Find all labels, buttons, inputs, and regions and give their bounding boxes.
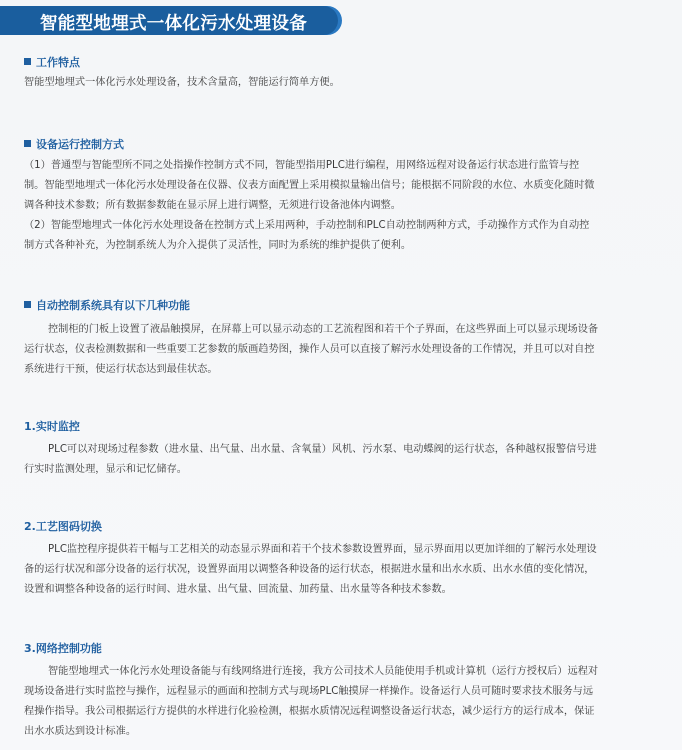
square-bullet-icon bbox=[24, 140, 31, 147]
paragraph-line: PLC监控程序提供若干幅与工艺相关的动态显示界面和若干个技术参数设置界面，显示界面用以更加详细的了解污水处理设 bbox=[48, 544, 597, 555]
paragraph-line: 调各种技术参数；所有数据参数能在显示屏上进行调整，无须进行设备池体内调整。 bbox=[24, 200, 401, 211]
paragraph-line: 出水水质达到设计标准。 bbox=[24, 726, 137, 737]
paragraph-line: 备的运行状况和部分设备的运行状况，设置界面用以调整各种设备的运行状态，根据进水量和出水水质、出水水值的变化情况， bbox=[24, 564, 595, 575]
paragraph-line: 现场设备进行实时监控与操作，远程显示的画面和控制方式与现场PLC触摸屏一样操作。设备运行人员可随时要求技术服务与远 bbox=[24, 686, 594, 697]
paragraph-line: 行实时监测处理，显示和记忆储存。 bbox=[24, 464, 187, 475]
paragraph-line: （1）普通型与智能型所不同之处指操作控制方式不同，智能型指用PLC进行编程，用网络远程对设备运行状态进行监管与控 bbox=[24, 160, 580, 171]
section-heading-realtime-monitor: 1.实时监控 bbox=[24, 420, 80, 433]
section-heading-control-mode: 设备运行控制方式 bbox=[24, 136, 124, 152]
section-heading-auto-control: 自动控制系统具有以下几种功能 bbox=[24, 297, 190, 313]
paragraph-line: 制方式各种补充，为控制系统人为介入提供了灵活性，同时为系统的维护提供了便利。 bbox=[24, 240, 412, 251]
square-bullet-icon bbox=[24, 301, 31, 308]
paragraph-line: 程操作指导。我公司根据运行方提供的水样进行化验检测，根据水质情况远程调整设备运行状态，减少运行方的运行成本，保证 bbox=[24, 706, 595, 717]
paragraph-line: （2）智能型地埋式一体化污水处理设备在控制方式上采用两种，手动控制和PLC自动控制两种方式，手动操作方式作为自动控 bbox=[24, 220, 590, 231]
paragraph-line: 控制柜的门板上设置了液晶触摸屏，在屏幕上可以显示动态的工艺流程图和若干个子界面，在这些界面上可以显示现场设备 bbox=[48, 324, 599, 335]
section-heading-process-switch: 2.工艺图码切换 bbox=[24, 520, 102, 533]
section-heading-network-control: 3.网络控制功能 bbox=[24, 642, 102, 655]
paragraph-line: 系统进行干预，使运行状态达到最佳状态。 bbox=[24, 364, 218, 375]
square-bullet-icon bbox=[24, 58, 31, 65]
paragraph-line: 智能型地埋式一体化污水处理设备能与有线网络进行连接，我方公司技术人员能使用手机或计算机（运行方授权后）远程对 bbox=[48, 666, 599, 677]
paragraph-line: 设置和调整各种设备的运行时间、进水量、出气量、回流量、加药量、出水量等各种技术参数。 bbox=[24, 584, 452, 595]
paragraph-line: 运行状态，仪表检测数据和一些重要工艺参数的版画趋势图，操作人员可以直接了解污水处理设备的工作情况，并且可以对自控 bbox=[24, 344, 595, 355]
page-title: 智能型地埋式一体化污水处理设备 bbox=[40, 14, 307, 34]
paragraph-line: 制。智能型地埋式一体化污水处理设备在仪器、仪表方面配置上采用模拟量输出信号；能根据不同阶段的水位、水质变化随时微 bbox=[24, 180, 595, 191]
title-banner bbox=[0, 6, 338, 35]
section-heading-features: 工作特点 bbox=[24, 54, 80, 70]
paragraph-line: 智能型地埋式一体化污水处理设备，技术含量高，智能运行简单方便。 bbox=[24, 77, 340, 88]
paragraph-line: PLC可以对现场过程参数（进水量、出气量、出水量、含氧量）风机、污水泵、电动蝶阀的运行状态，各种越权报警信号进 bbox=[48, 444, 597, 455]
